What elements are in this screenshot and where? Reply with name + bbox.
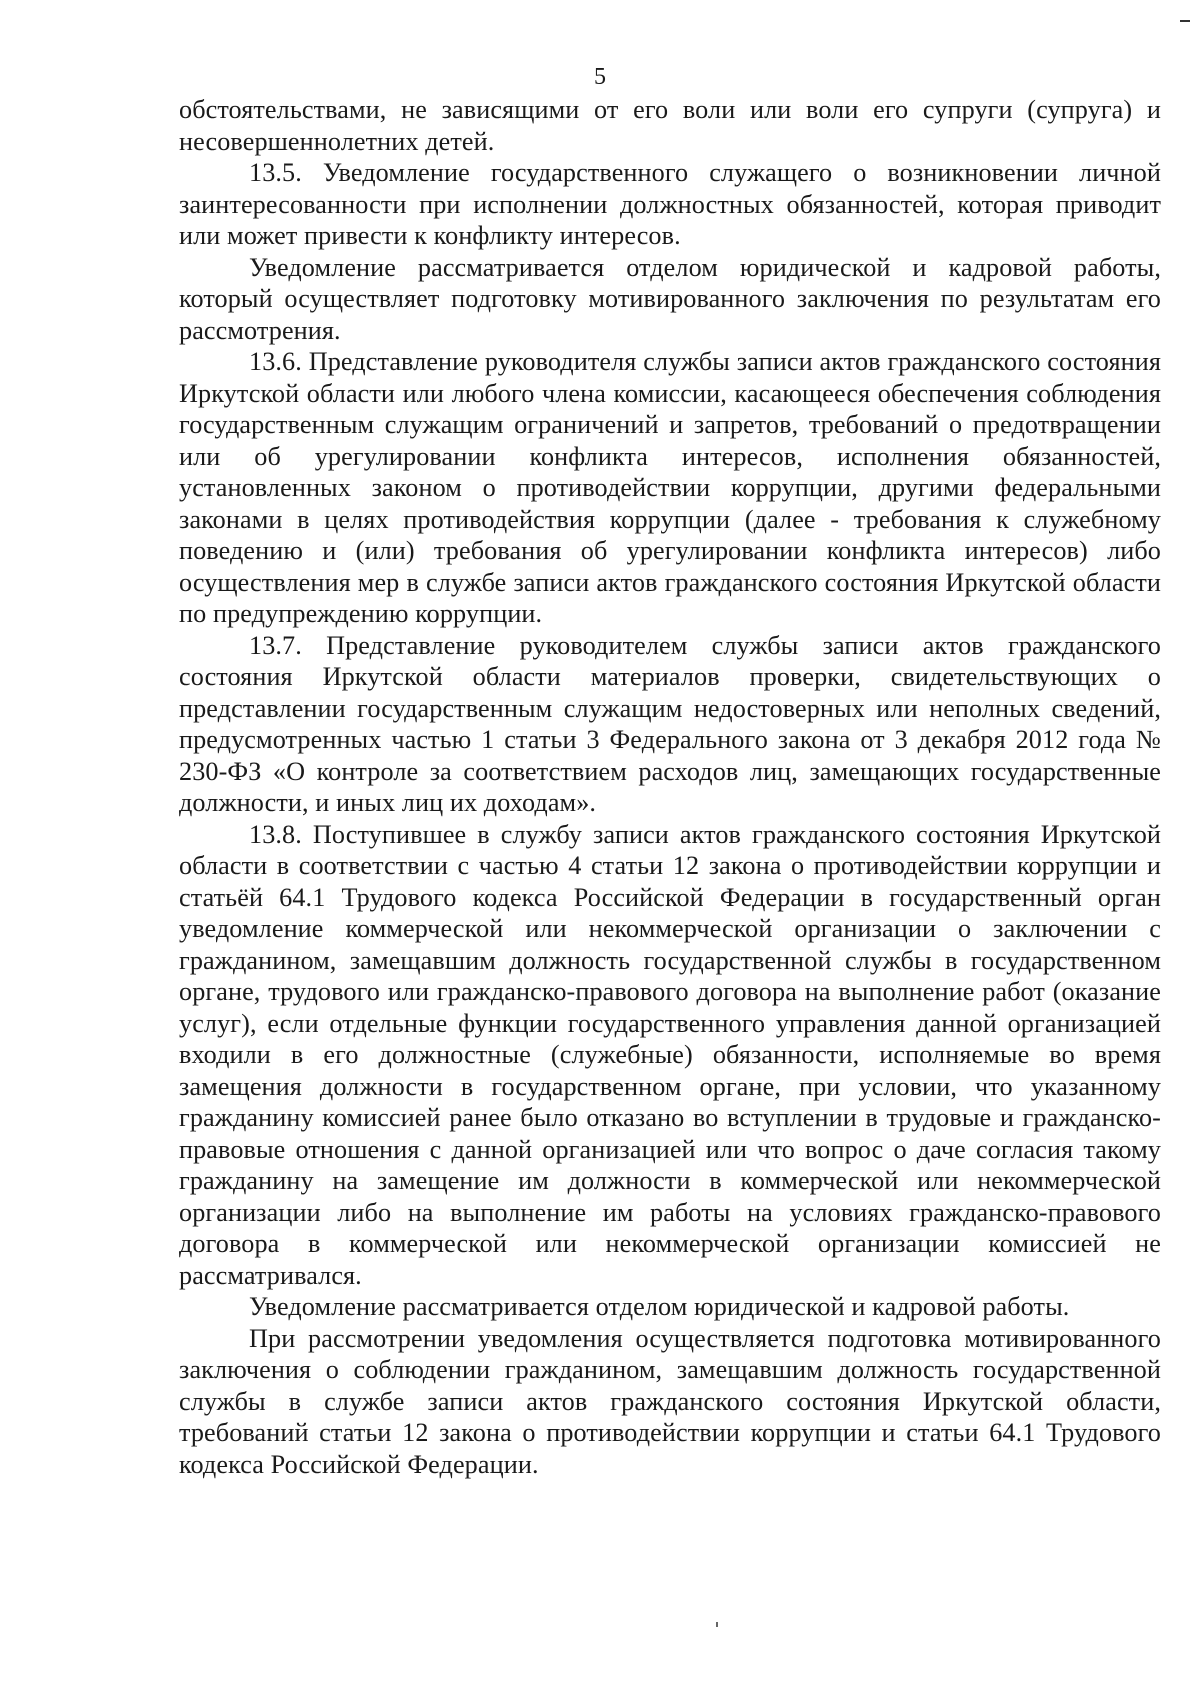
page-number: 5 — [594, 64, 606, 90]
scan-speck — [716, 1622, 718, 1627]
paragraph-13-5-review: Уведомление рассматривается отделом юридической и кадровой работы, который осуществляет подготовку мотивированного заключения по результатам его рассмотрения. — [179, 252, 1161, 345]
paragraph-13-7: 13.7. Представление руководителем службы записи актов гражданского состояния Иркутской области материалов проверки, свидетельствующих о представлении государственным служащим недостоверных или неполных сведений, предусмотренных частью 1 статьи 3 Федерального закона от 3 декабря 2012 года № 230-ФЗ «О контроле за соответствием расходов лиц, замещающих государственные должности, и иных лиц их доходам». — [179, 630, 1161, 817]
document-body — [179, 94, 1161, 1480]
paragraph-13-8-review: Уведомление рассматривается отделом юридической и кадровой работы. — [249, 1292, 1070, 1321]
paragraph-13-6: 13.6. Представление руководителя службы записи актов гражданского состояния Иркутской области или любого члена комиссии, касающееся обеспечения соблюдения государственным служащим ограничений и запретов, требований о предотвращении или об урегулировании конфликта интересов, исполнения обязанностей, установленных законом о противодействии коррупции, другими федеральными законами в целях противодействия коррупции (далее - требования к служебному поведению и (или) требования об урегулировании конфликта интересов) либо осуществления мер в службе записи актов гражданского состояния Иркутской области по предупреждению коррупции. — [179, 347, 1161, 628]
scan-corner-mark — [1180, 20, 1190, 22]
paragraph-13-8: 13.8. Поступившее в службу записи актов гражданского состояния Иркутской области в соответствии с частью 4 статьи 12 закона о противодействии коррупции и статьёй 64.1 Трудового кодекса Российской Федерации в государственный орган уведомление коммерческой или некоммерческой организации о заключении с гражданином, замещавшим должность государственной службы в государственном органе, трудового или гражданско-правового договора на выполнение работ (оказание услуг), если отдельные функции государственного управления данной организацией входили в его должностные (служебные) обязанности, исполняемые во время замещения должности в государственном органе, при условии, что указанному гражданину комиссией ранее было отказано во вступлении в трудовые и гражданско-правовые отношения с данной организацией или что вопрос о даче согласия такому гражданину на замещение им должности в коммерческой или некоммерческой организации либо на выполнение им работы на условиях гражданско-правового договора в коммерческой или некоммерческой организации комиссией не рассматривался. — [179, 819, 1161, 1290]
paragraph-continuation: обстоятельствами, не зависящими от его воли или воли его супруги (супруга) и несовершеннолетних детей. — [179, 95, 1161, 156]
paragraph-13-5: 13.5. Уведомление государственного служащего о возникновении личной заинтересованности при исполнении должностных обязанностей, которая приводит или может привести к конфликту интересов. — [179, 158, 1161, 250]
paragraph-13-8-conclusion: При рассмотрении уведомления осуществляется подготовка мотивированного заключения о соблюдении гражданином, замещавшим должность государственной службы в службе записи актов гражданского состояния Иркутской области, требований статьи 12 закона о противодействии коррупции и статьи 64.1 Трудового кодекса Российской Федерации. — [179, 1323, 1161, 1479]
